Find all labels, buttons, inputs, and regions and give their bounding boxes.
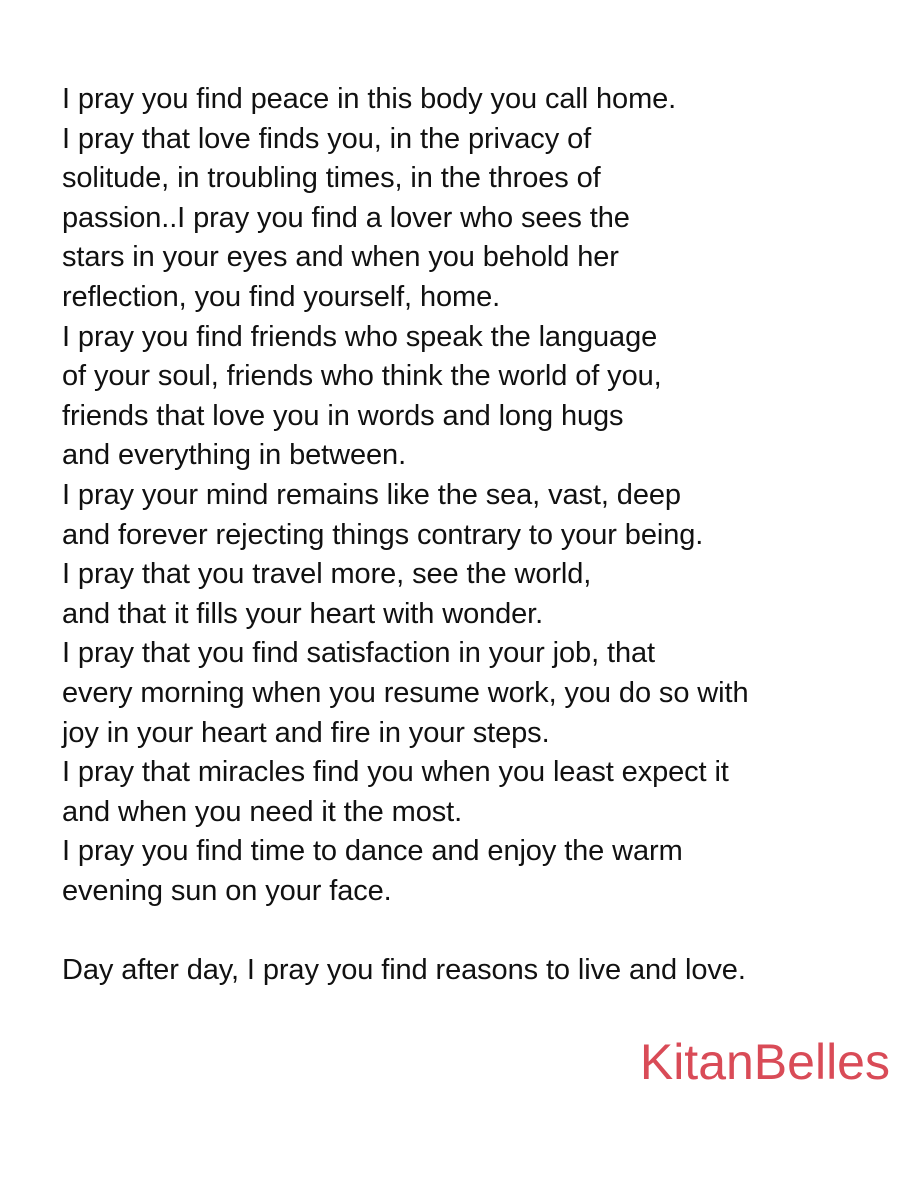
author-signature: KitanBelles xyxy=(639,1034,890,1090)
poem-line: and that it fills your heart with wonder. xyxy=(62,597,544,630)
poem-line: I pray that you find satisfaction in your job, that xyxy=(62,637,655,670)
poem-line: evening sun on your face. xyxy=(62,874,392,907)
poem-line: I pray your mind remains like the sea, vast, deep xyxy=(62,478,681,511)
poem-line: every morning when you resume work, you do so with xyxy=(62,676,749,709)
poem-body xyxy=(62,80,902,991)
poem-line: stars in your eyes and when you behold her xyxy=(62,241,619,274)
poem-line: joy in your heart and fire in your steps. xyxy=(62,716,550,749)
poem-line: I pray you find friends who speak the language xyxy=(62,320,658,353)
poem-line: and when you need it the most. xyxy=(62,795,463,828)
poem-line: I pray you find time to dance and enjoy the warm xyxy=(62,835,683,868)
poem-line: I pray that you travel more, see the world, xyxy=(62,558,592,591)
poem-closing-line: Day after day, I pray you find reasons to live and love. xyxy=(62,954,746,987)
poem-line: and everything in between. xyxy=(62,439,407,472)
poem-line: I pray that love finds you, in the privacy of xyxy=(62,122,592,155)
poem-line: and forever rejecting things contrary to your being. xyxy=(62,518,704,551)
poem-line: passion..I pray you find a lover who sees the xyxy=(62,201,630,234)
poem-line: solitude, in troubling times, in the throes of xyxy=(62,162,601,195)
poem-line: friends that love you in words and long hugs xyxy=(62,399,624,432)
poem-line: reflection, you find yourself, home. xyxy=(62,280,501,313)
stanza-break xyxy=(62,911,902,951)
poem-line: of your soul, friends who think the world of you, xyxy=(62,360,662,393)
poem-line: I pray you find peace in this body you call home. xyxy=(62,83,677,115)
poem-line: I pray that miracles find you when you least expect it xyxy=(62,756,729,789)
